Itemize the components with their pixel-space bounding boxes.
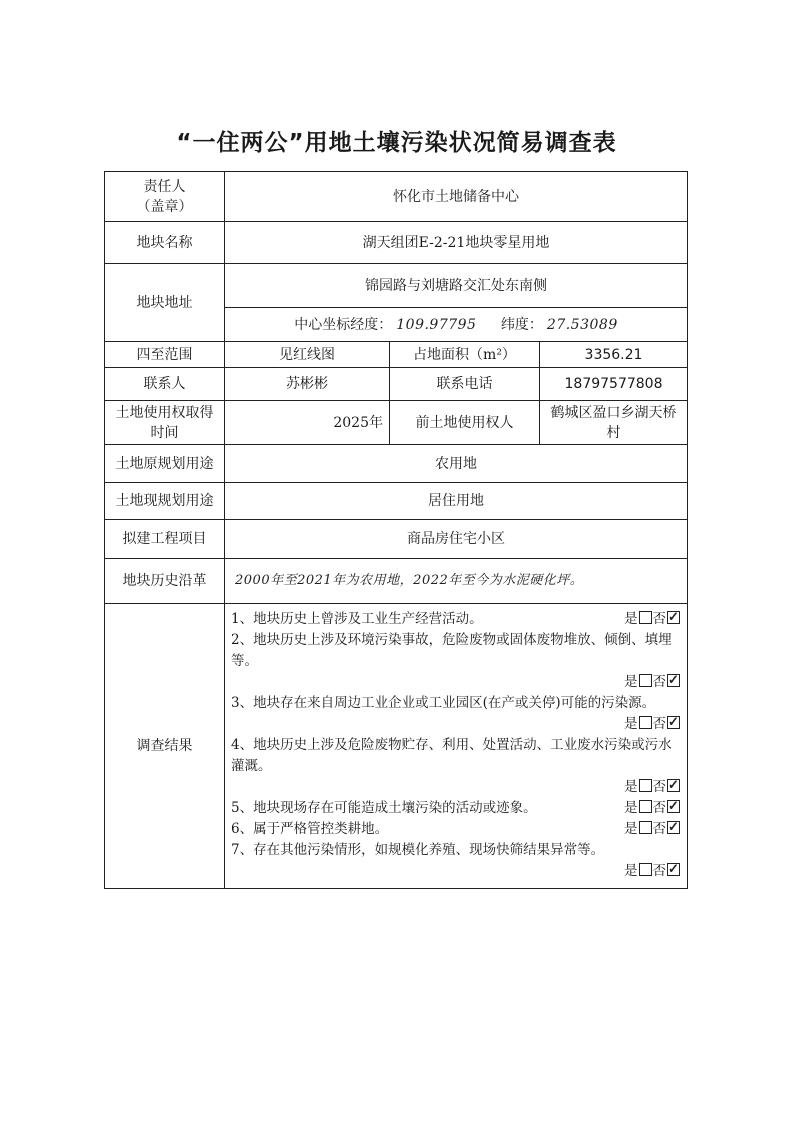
survey-item xyxy=(231,693,681,735)
longitude-value: 109.97795 xyxy=(396,316,477,333)
center-coord xyxy=(225,308,688,342)
yes-label: 是 xyxy=(624,611,638,627)
history-value: 2000年至2021年为农用地，2022年至今为水泥硬化坪。 xyxy=(225,559,688,604)
yes-label: 是 xyxy=(624,674,638,690)
curr-use-value: 居住用地 xyxy=(225,483,688,520)
area-label: 占地面积（m²） xyxy=(390,342,540,368)
row-project xyxy=(105,520,688,559)
survey-item-answer xyxy=(231,672,681,693)
latitude-label: 纬度： xyxy=(500,316,543,333)
phone-value: 18797577808 xyxy=(540,368,688,401)
responsible-label-line2: （盖章） xyxy=(136,198,193,215)
row-contact xyxy=(105,368,688,401)
survey-item-answer xyxy=(624,798,681,819)
yes-checkbox[interactable] xyxy=(639,821,652,834)
survey-form-table xyxy=(104,171,688,889)
survey-item xyxy=(231,609,681,630)
plot-address-value: 锦园路与刘塘路交汇处东南侧 xyxy=(225,264,688,308)
survey-item-text: 3、地块存在来自周边工业企业或工业园区(在产或关停)可能的污染源。 xyxy=(231,695,656,711)
project-value: 商品房住宅小区 xyxy=(225,520,688,559)
yes-checkbox[interactable] xyxy=(639,779,652,792)
survey-item-text: 6、属于严格管控类耕地。 xyxy=(231,821,389,837)
boundary-label: 四至范围 xyxy=(105,342,225,368)
plot-address-label: 地块地址 xyxy=(105,264,225,342)
yes-label: 是 xyxy=(624,863,638,879)
orig-use-label: 土地原规划用途 xyxy=(105,445,225,483)
survey-results xyxy=(225,604,688,889)
orig-use-value: 农用地 xyxy=(225,445,688,483)
no-label: 否 xyxy=(652,611,666,627)
no-checkbox[interactable] xyxy=(667,800,680,813)
row-plot-name xyxy=(105,222,688,264)
yes-checkbox[interactable] xyxy=(639,611,652,624)
yes-checkbox[interactable] xyxy=(639,800,652,813)
no-checkbox[interactable] xyxy=(667,863,680,876)
row-acquire-time xyxy=(105,401,688,445)
survey-item-text: 2、地块历史上涉及环境污染事故，危险废物或固体废物堆放、倾倒、填埋等。 xyxy=(231,632,672,669)
yes-checkbox[interactable] xyxy=(639,716,652,729)
area-value: 3356.21 xyxy=(540,342,688,368)
survey-item-answer xyxy=(231,714,681,735)
no-checkbox[interactable] xyxy=(667,674,680,687)
row-orig-use xyxy=(105,445,688,483)
no-label: 否 xyxy=(652,779,666,795)
no-label: 否 xyxy=(652,674,666,690)
responsible-value: 怀化市土地储备中心 xyxy=(225,172,688,222)
plot-name-label: 地块名称 xyxy=(105,222,225,264)
survey-item-text: 5、地块现场存在可能造成土壤污染的活动或迹象。 xyxy=(231,800,537,816)
contact-value: 苏彬彬 xyxy=(225,368,390,401)
survey-item-text: 7、存在其他污染情形，如规模化养殖、现场快筛结果异常等。 xyxy=(231,842,605,858)
row-responsible xyxy=(105,172,688,222)
history-label: 地块历史沿革 xyxy=(105,559,225,604)
yes-label: 是 xyxy=(624,821,638,837)
yes-label: 是 xyxy=(624,716,638,732)
survey-item-text: 4、地块历史上涉及危险废物贮存、利用、处置活动、工业废水污染或污水灌溉。 xyxy=(231,737,672,774)
latitude-value: 27.53089 xyxy=(546,316,618,333)
page-title: “一住两公”用地土壤污染状况简易调查表 xyxy=(176,130,617,156)
row-boundary xyxy=(105,342,688,368)
row-history xyxy=(105,559,688,604)
plot-name-value: 湖天组团E-2-21地块零星用地 xyxy=(225,222,688,264)
no-label: 否 xyxy=(652,821,666,837)
prev-user-label: 前土地使用权人 xyxy=(390,401,540,445)
no-label: 否 xyxy=(652,800,666,816)
center-coord-label: 中心坐标经度： xyxy=(294,316,393,333)
contact-label: 联系人 xyxy=(105,368,225,401)
survey-item xyxy=(231,735,681,798)
survey-item xyxy=(231,630,681,693)
no-checkbox[interactable] xyxy=(667,611,680,624)
survey-item xyxy=(231,819,681,840)
prev-user-value: 鹤城区盈口乡湖天桥村 xyxy=(540,401,688,445)
survey-item-answer xyxy=(231,861,681,882)
survey-item-answer xyxy=(624,609,681,630)
responsible-label-line1: 责任人 xyxy=(143,178,186,195)
responsible-label xyxy=(105,172,225,222)
yes-label: 是 xyxy=(624,779,638,795)
no-checkbox[interactable] xyxy=(667,821,680,834)
curr-use-label: 土地现规划用途 xyxy=(105,483,225,520)
yes-checkbox[interactable] xyxy=(639,863,652,876)
acquire-time-label: 土地使用权取得时间 xyxy=(105,401,225,445)
survey-list xyxy=(231,609,681,882)
no-checkbox[interactable] xyxy=(667,716,680,729)
yes-label: 是 xyxy=(624,800,638,816)
row-results xyxy=(105,604,688,889)
survey-item-answer xyxy=(624,819,681,840)
acquire-time-value: 2025年 xyxy=(225,401,390,445)
survey-item-text: 1、地块历史上曾涉及工业生产经营活动。 xyxy=(231,611,483,627)
row-plot-address xyxy=(105,264,688,308)
phone-label: 联系电话 xyxy=(390,368,540,401)
no-checkbox[interactable] xyxy=(667,779,680,792)
no-label: 否 xyxy=(652,716,666,732)
survey-item-answer xyxy=(231,777,681,798)
result-label: 调查结果 xyxy=(105,604,225,889)
yes-checkbox[interactable] xyxy=(639,674,652,687)
survey-item xyxy=(231,840,681,882)
boundary-value: 见红线图 xyxy=(225,342,390,368)
project-label: 拟建工程项目 xyxy=(105,520,225,559)
row-curr-use xyxy=(105,483,688,520)
survey-item xyxy=(231,798,681,819)
no-label: 否 xyxy=(652,863,666,879)
